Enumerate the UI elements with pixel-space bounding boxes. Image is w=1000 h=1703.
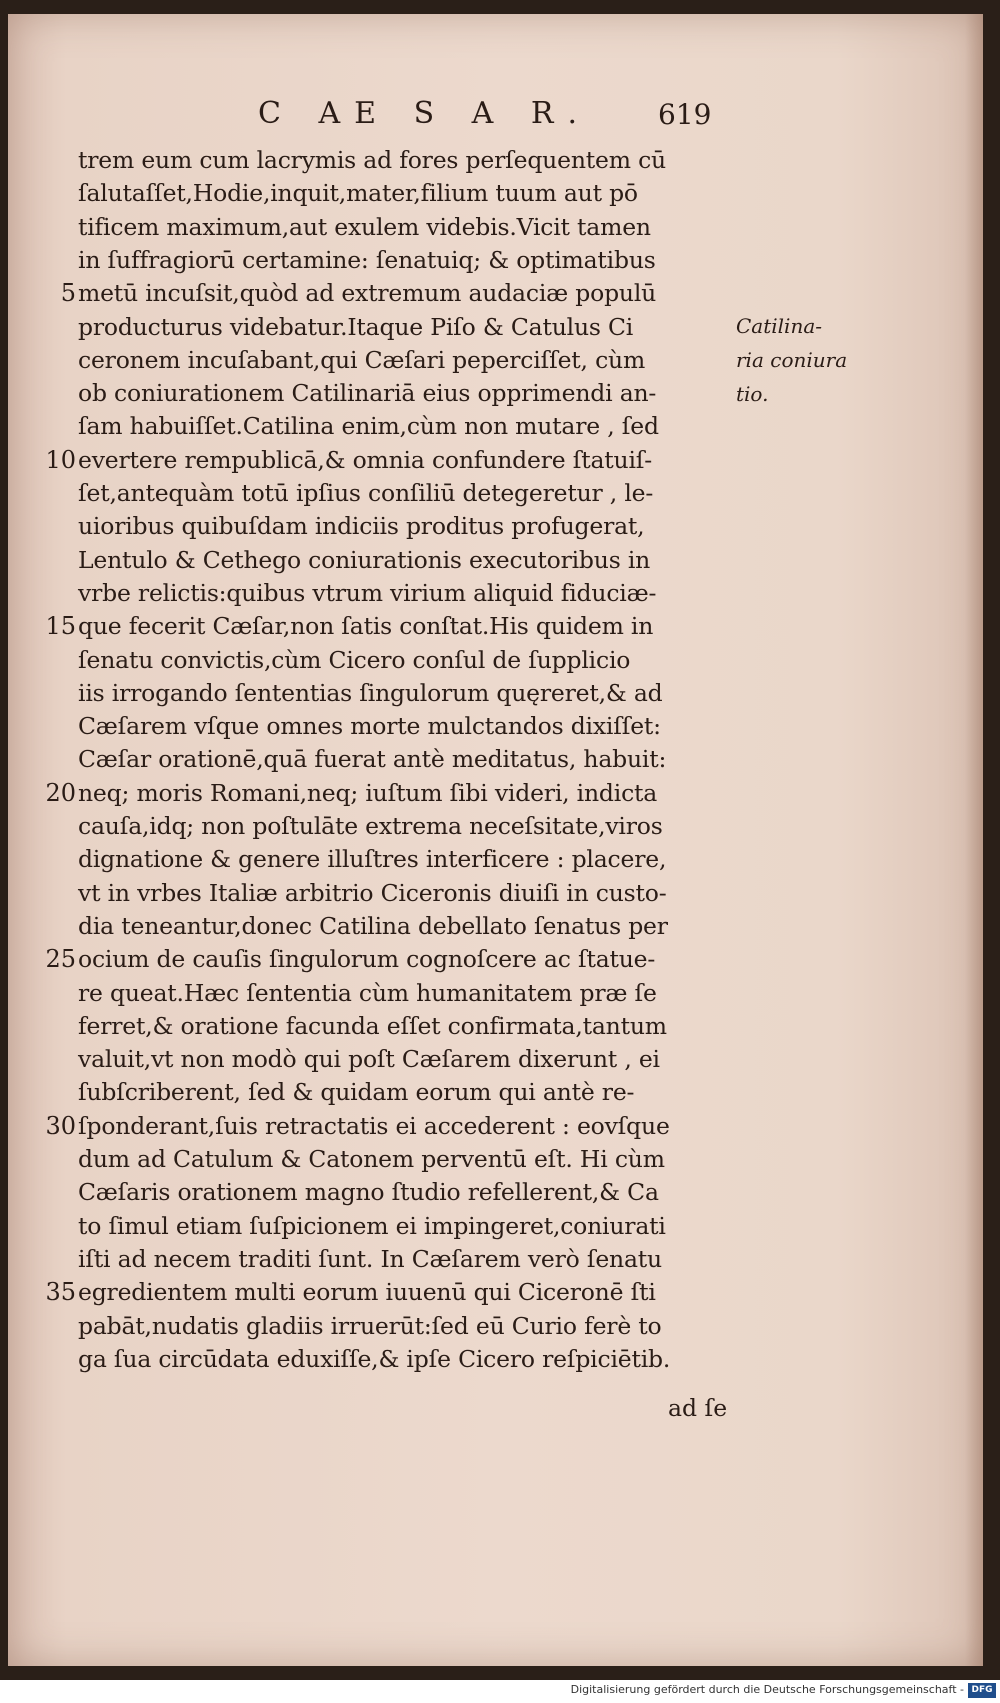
text-line — [8, 677, 983, 710]
text-line — [8, 477, 983, 510]
page-number: 619 — [658, 98, 712, 131]
marginal-note-line: Catilina- — [736, 314, 823, 338]
line-text: ſenatu convictis,cùm Cicero conſul de ſupplicio — [78, 645, 631, 674]
line-number: 5 — [60, 279, 76, 308]
text-line — [8, 1276, 983, 1309]
text-line — [8, 510, 983, 543]
line-text: ceronem incuſabant,qui Cæſari peperciſſet, cùm — [78, 345, 646, 374]
text-line — [8, 144, 983, 177]
line-text: iis irrogando ſententias ſingulorum quęreret,& ad — [78, 678, 663, 707]
marginal-note-line: ria coniura — [736, 348, 848, 372]
text-line — [8, 843, 983, 876]
line-text: egredientem multi eorum iuuenū qui Ciceronē ſti — [78, 1278, 656, 1307]
text-line — [8, 1310, 983, 1343]
text-line — [8, 943, 983, 976]
text-line — [8, 211, 983, 244]
line-text: Cæſaris orationem magno ſtudio refellerent,& Ca — [78, 1178, 659, 1207]
text-line — [8, 1210, 983, 1243]
text-line — [8, 810, 983, 843]
text-line — [8, 1343, 983, 1376]
marginal-note — [736, 309, 861, 411]
line-text: ſubſcriberent, ſed & quidam eorum qui antè re- — [78, 1078, 635, 1107]
text-line — [8, 544, 983, 577]
line-text: in ſuffragiorū certamine: ſenatuiq; & optimatibus — [78, 245, 656, 274]
line-text: ſet,antequàm totū ipſius conſiliū detegeretur , le- — [78, 479, 654, 507]
text-line — [8, 1176, 983, 1209]
line-text: evertere rempublicā,& omnia confundere ſtatuiſ- — [78, 445, 653, 474]
text-line — [8, 1043, 983, 1076]
running-head: C AE S A R. — [258, 96, 592, 131]
text-line — [8, 1076, 983, 1109]
line-text: Cæſarem vſque omnes morte mulctandos dixiſſet: — [78, 712, 661, 741]
line-text: producturus videbatur.Itaque Piſo & Catulus Ci — [78, 312, 634, 341]
text-line — [8, 1143, 983, 1176]
text-line — [8, 1110, 983, 1143]
line-text: cauſa,idq; non poſtulāte extrema neceſsitate,viros — [78, 812, 663, 840]
catchword: ad ſe — [668, 1394, 728, 1422]
text-line — [8, 610, 983, 643]
line-text: que fecerit Cæſar,non ſatis conſtat.His quidem in — [78, 612, 654, 641]
line-text: uioribus quibuſdam indiciis proditus profugerat, — [78, 512, 645, 541]
line-text: neq; moris Romani,neq; iuſtum ſibi videri, indicta — [78, 778, 658, 807]
line-text: re queat.Hæc ſententia cùm humanitatem præ ſe — [78, 978, 657, 1007]
line-text: ocium de cauſis ſingulorum cognoſcere ac ſtatue- — [78, 945, 656, 974]
text-line — [8, 777, 983, 810]
line-text: dum ad Catulum & Catonem perventū eſt. Hi cùm — [78, 1145, 665, 1173]
line-text: ga ſua circūdata eduxiſſe,& ipſe Cicero reſpiciētib. — [78, 1344, 671, 1373]
text-line — [8, 1243, 983, 1276]
text-line — [8, 710, 983, 743]
footer-bar — [0, 1680, 1000, 1703]
line-text: trem eum cum lacrymis ad fores perſequentem cū — [78, 146, 666, 174]
text-line — [8, 977, 983, 1010]
line-text: ſam habuiſſet.Catilina enim,cùm non mutare , ſed — [78, 412, 659, 441]
text-line — [8, 410, 983, 443]
line-text: iſti ad necem traditi ſunt. In Cæſarem verò ſenatu — [78, 1244, 662, 1273]
marginal-note-line: tio. — [736, 382, 769, 406]
line-text: dia teneantur,donec Catilina debellato ſenatus per — [78, 911, 668, 940]
text-line — [8, 910, 983, 943]
text-line — [8, 444, 983, 477]
text-line — [8, 177, 983, 210]
line-text: Lentulo & Cethego coniurationis executoribus in — [78, 545, 651, 574]
text-line — [8, 743, 983, 776]
line-text: vrbe relictis:quibus vtrum virium aliquid fiduciæ- — [78, 578, 657, 607]
text-line — [8, 877, 983, 910]
text-line — [8, 577, 983, 610]
text-line — [8, 244, 983, 277]
line-text: ſponderant,ſuis retractatis ei accederent : eovſque — [78, 1111, 670, 1140]
dfg-logo: DFG — [968, 1683, 996, 1698]
line-text: dignatione & genere illuſtres interficere : placere, — [78, 845, 667, 874]
book-page — [8, 14, 983, 1666]
line-text: pabāt,nudatis gladiis irruerūt:ſed eū Curio ferè to — [78, 1311, 662, 1340]
text-line — [8, 1010, 983, 1043]
line-number: 30 — [45, 1111, 76, 1140]
line-text: valuit,vt non modò qui poſt Cæſarem dixerunt , ei — [78, 1045, 660, 1074]
line-text: vt in vrbes Italiæ arbitrio Ciceronis diuiſi in custo- — [78, 878, 667, 907]
line-text: ob coniurationem Catilinariā eius opprimendi an- — [78, 379, 657, 408]
line-text: Cæſar orationē,quā fuerat antè meditatus, habuit: — [78, 745, 667, 774]
line-number: 20 — [45, 778, 76, 807]
text-line — [8, 277, 983, 310]
line-number: 15 — [45, 612, 76, 641]
line-text: to ſimul etiam ſuſpicionem ei impingeret,coniurati — [78, 1211, 666, 1240]
line-text: tificem maximum,aut exulem videbis.Vicit tamen — [78, 212, 651, 241]
line-text: metū incuſsit,quòd ad extremum audaciæ populū — [78, 279, 657, 308]
footer-credit: Digitalisierung gefördert durch die Deutsche Forschungsgemeinschaft - — [570, 1683, 964, 1696]
line-number: 35 — [45, 1278, 76, 1307]
text-line — [8, 644, 983, 677]
line-text: ferret,& oratione facunda eſſet confirmata,tantum — [78, 1011, 667, 1040]
line-number: 10 — [45, 445, 76, 474]
line-number: 25 — [45, 945, 76, 974]
line-text: ſalutaſſet,Hodie,inquit,mater,filium tuum aut pō — [78, 179, 638, 208]
